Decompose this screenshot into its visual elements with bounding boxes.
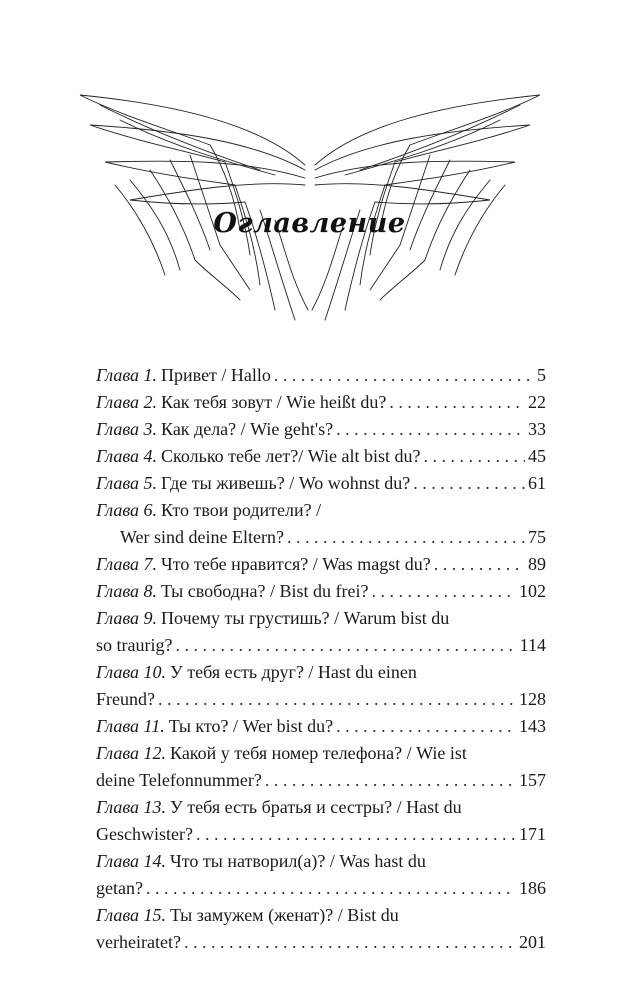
toc-entry-line xyxy=(96,848,546,875)
toc-entry[interactable] xyxy=(96,416,546,443)
chapter-title-continued: so traurig? xyxy=(96,635,173,655)
chapter-number xyxy=(96,713,165,740)
leader-dots xyxy=(336,713,516,740)
toc-entry[interactable] xyxy=(96,443,546,470)
chapter-title: Сколько тебе лет?/ Wie alt bist du? xyxy=(161,446,421,466)
chapter-title: Что тебе нравится? / Was magst du? xyxy=(161,554,431,574)
toc-entry[interactable] xyxy=(96,740,546,794)
toc-entry-line xyxy=(96,767,546,794)
chapter-num: 4. xyxy=(143,446,158,466)
chapter-title-continued: Geschwister? xyxy=(96,824,193,844)
page-number: 75 xyxy=(528,527,546,547)
toc-entry[interactable] xyxy=(96,578,546,605)
page-number: 157 xyxy=(519,770,546,790)
page-number: 114 xyxy=(519,635,546,655)
toc-entry-line xyxy=(96,443,546,470)
chapter-word: Глава xyxy=(96,419,140,439)
chapter-number xyxy=(96,848,166,875)
page-number: 89 xyxy=(528,554,546,574)
toc-entry-line xyxy=(96,524,546,551)
chapter-title: Как дела? / Wie geht's? xyxy=(161,419,334,439)
chapter-number xyxy=(96,605,157,632)
page-number: 102 xyxy=(519,581,546,601)
chapter-number xyxy=(96,551,157,578)
chapter-title-continued: deine Telefonnummer? xyxy=(96,770,262,790)
chapter-num: 10. xyxy=(143,662,167,682)
chapter-num: 15. xyxy=(143,905,167,925)
toc-entry[interactable] xyxy=(96,605,546,659)
chapter-title: Почему ты грустишь? / Warum bist du xyxy=(161,608,450,628)
chapter-word: Глава xyxy=(96,608,140,628)
page-number: 143 xyxy=(519,716,546,736)
leader-dots xyxy=(424,443,525,470)
page-number: 186 xyxy=(519,878,546,898)
toc-entry-line xyxy=(96,794,546,821)
chapter-number xyxy=(96,794,166,821)
chapter-number xyxy=(96,902,166,929)
chapter-title: Кто твои родители? / xyxy=(161,500,322,520)
chapter-title-continued: Freund? xyxy=(96,689,155,709)
toc-entry-line xyxy=(96,470,546,497)
chapter-num: 9. xyxy=(143,608,158,628)
toc-entry-line xyxy=(96,551,546,578)
page-number: 33 xyxy=(528,419,546,439)
page-title: Оглавление xyxy=(213,208,406,239)
toc-entry-line xyxy=(96,902,546,929)
chapter-word: Глава xyxy=(96,392,140,412)
page-number: 171 xyxy=(519,824,546,844)
chapter-number xyxy=(96,416,157,443)
leader-dots xyxy=(265,767,516,794)
toc-entry-line xyxy=(96,740,546,767)
chapter-word: Глава xyxy=(96,905,140,925)
chapter-title: Где ты живешь? / Wo wohnst du? xyxy=(161,473,411,493)
chapter-title: У тебя есть братья и сестры? / Hast du xyxy=(170,797,462,817)
page-number: 201 xyxy=(519,932,546,952)
leader-dots xyxy=(175,632,516,659)
toc-entry-line xyxy=(96,389,546,416)
toc-entry-line xyxy=(96,578,546,605)
chapter-title-continued: verheiratet? xyxy=(96,932,181,952)
chapter-num: 3. xyxy=(143,419,158,439)
toc-entry-line xyxy=(96,497,546,524)
chapter-title: У тебя есть друг? / Hast du einen xyxy=(170,662,417,682)
chapter-num: 13. xyxy=(143,797,167,817)
chapter-word: Глава xyxy=(96,473,140,493)
chapter-num: 7. xyxy=(143,554,158,574)
chapter-word: Глава xyxy=(96,797,140,817)
toc-entry-line xyxy=(96,686,546,713)
chapter-title: Ты замужем (женат)? / Bist du xyxy=(170,905,399,925)
chapter-num: 1. xyxy=(143,365,158,385)
chapter-num: 14. xyxy=(143,851,167,871)
chapter-number xyxy=(96,578,157,605)
wings-illustration xyxy=(60,70,560,330)
chapter-word: Глава xyxy=(96,446,140,466)
leader-dots xyxy=(389,389,525,416)
toc-entry-line xyxy=(96,929,546,956)
page-number: 61 xyxy=(528,473,546,493)
toc-entry[interactable] xyxy=(96,794,546,848)
toc-entry-line xyxy=(96,659,546,686)
chapter-number xyxy=(96,659,166,686)
leader-dots xyxy=(372,578,517,605)
chapter-number xyxy=(96,389,157,416)
leader-dots xyxy=(158,686,516,713)
toc-entry-line xyxy=(96,416,546,443)
leader-dots xyxy=(146,875,516,902)
chapter-number xyxy=(96,362,157,389)
chapter-word: Глава xyxy=(96,716,140,736)
toc-entry-line xyxy=(96,713,546,740)
leader-dots xyxy=(287,524,525,551)
leader-dots xyxy=(274,362,534,389)
toc-entry-line xyxy=(96,821,546,848)
leader-dots xyxy=(413,470,525,497)
chapter-title: Как тебя зовут / Wie heißt du? xyxy=(161,392,387,412)
page-number: 128 xyxy=(519,689,546,709)
table-of-contents xyxy=(96,362,546,956)
toc-entry[interactable] xyxy=(96,497,546,551)
page-number: 5 xyxy=(537,365,546,385)
toc-entry[interactable] xyxy=(96,470,546,497)
chapter-word: Глава xyxy=(96,365,140,385)
toc-entry[interactable] xyxy=(96,713,546,740)
toc-entry[interactable] xyxy=(96,551,546,578)
page-number: 45 xyxy=(528,446,546,466)
page-number: 22 xyxy=(528,392,546,412)
chapter-title: Ты свободна? / Bist du frei? xyxy=(161,581,369,601)
chapter-number xyxy=(96,443,157,470)
toc-entry-line xyxy=(96,605,546,632)
chapter-title: Ты кто? / Wer bist du? xyxy=(168,716,334,736)
chapter-num: 5. xyxy=(143,473,158,493)
chapter-num: 6. xyxy=(143,500,158,520)
leader-dots xyxy=(434,551,525,578)
chapter-num: 12. xyxy=(143,743,167,763)
toc-entry-line xyxy=(96,362,546,389)
chapter-num: 8. xyxy=(143,581,158,601)
chapter-title-continued: getan? xyxy=(96,878,143,898)
chapter-title: Какой у тебя номер телефона? / Wie ist xyxy=(170,743,467,763)
toc-entry[interactable] xyxy=(96,362,546,389)
toc-entry[interactable] xyxy=(96,389,546,416)
leader-dots xyxy=(196,821,516,848)
chapter-num: 2. xyxy=(143,392,158,412)
toc-entry-line xyxy=(96,875,546,902)
chapter-number xyxy=(96,470,157,497)
chapter-word: Глава xyxy=(96,581,140,601)
chapter-word: Глава xyxy=(96,554,140,574)
leader-dots xyxy=(184,929,516,956)
chapter-title-continued: Wer sind deine Eltern? xyxy=(120,527,284,547)
chapter-word: Глава xyxy=(96,500,140,520)
chapter-word: Глава xyxy=(96,662,140,682)
chapter-number xyxy=(96,740,166,767)
chapter-num: 11. xyxy=(143,716,165,736)
chapter-word: Глава xyxy=(96,851,140,871)
toc-entry[interactable] xyxy=(96,902,546,956)
chapter-word: Глава xyxy=(96,743,140,763)
toc-entry[interactable] xyxy=(96,848,546,902)
chapter-title: Привет / Hallo xyxy=(161,365,271,385)
chapter-title: Что ты натворил(а)? / Was hast du xyxy=(170,851,426,871)
toc-entry-line xyxy=(96,632,546,659)
toc-entry[interactable] xyxy=(96,659,546,713)
chapter-number xyxy=(96,497,157,524)
leader-dots xyxy=(336,416,525,443)
